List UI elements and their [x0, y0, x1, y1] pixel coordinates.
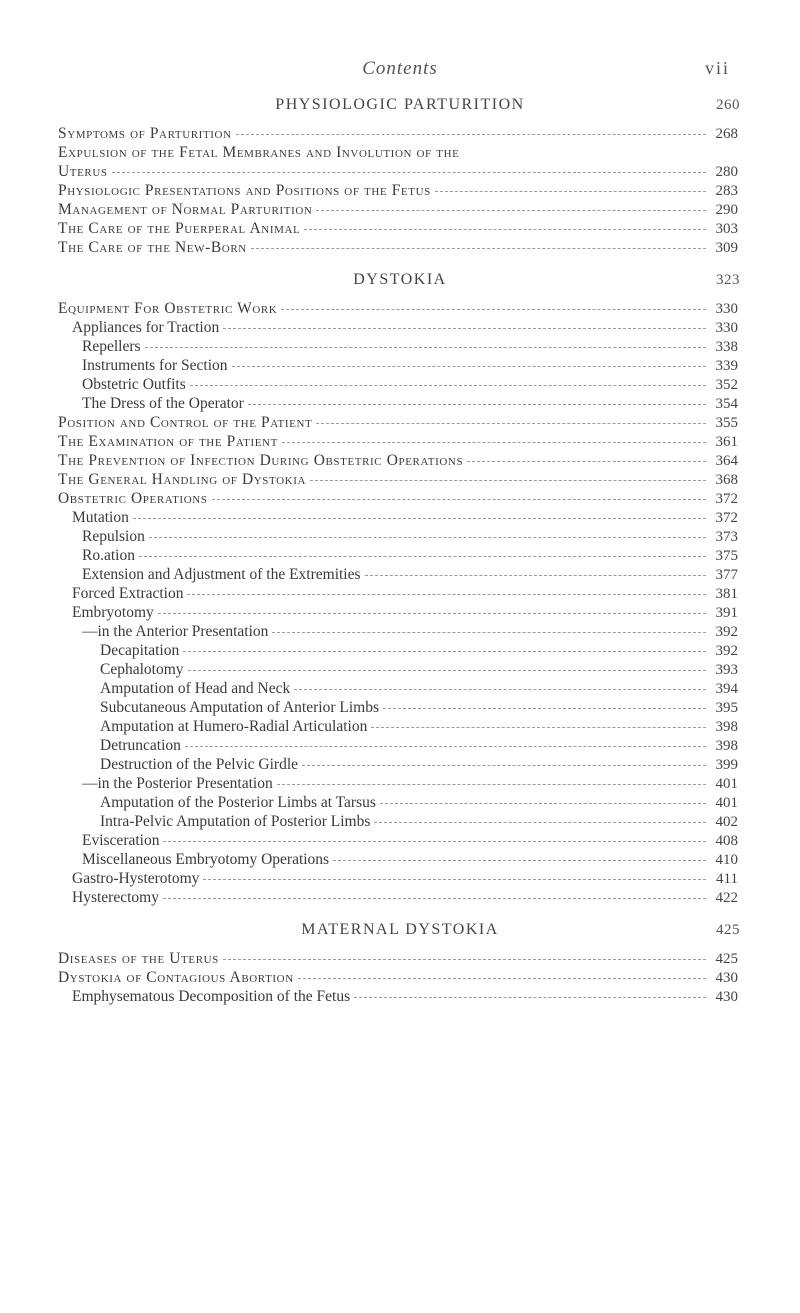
- entry-page-number: 283: [715, 183, 738, 199]
- section-title: MATERNAL DYSTOKIA: [301, 921, 499, 938]
- entry-page-number: 394: [715, 681, 738, 697]
- entry-page-number: 368: [715, 472, 738, 488]
- page-number: vii: [704, 58, 730, 78]
- entry-page-number: 399: [715, 757, 738, 773]
- entry-page-number: 377: [715, 567, 738, 583]
- entry-title: Position and Control of the Patient: [58, 414, 313, 431]
- entry-title: Repellers: [82, 338, 141, 355]
- entry-title: The Dress of the Operator: [82, 395, 244, 412]
- toc-entry: [0, 641, 800, 660]
- dot-leader: [294, 689, 706, 690]
- entry-title: Management of Normal Parturition: [58, 201, 313, 218]
- toc-entry: [0, 143, 800, 162]
- toc-entry: [0, 162, 800, 181]
- entry-page-number: 422: [715, 890, 738, 906]
- section-page-number: 323: [716, 272, 740, 288]
- entry-page-number: 398: [715, 719, 738, 735]
- entry-title: The Care of the New-Born: [58, 239, 247, 256]
- entry-title: Hysterectomy: [72, 889, 159, 906]
- dot-leader: [163, 898, 706, 899]
- toc-entry: [0, 869, 800, 888]
- entry-page-number: 338: [715, 339, 738, 355]
- dot-leader: [298, 978, 706, 979]
- entry-title: Uterus: [58, 163, 108, 180]
- dot-leader: [310, 480, 706, 481]
- entry-title: Amputation at Humero-Radial Articulation: [100, 718, 368, 735]
- entry-page-number: 352: [715, 377, 738, 393]
- entry-page-number: 364: [715, 453, 738, 469]
- entry-title: Symptoms of Parturition: [58, 125, 232, 142]
- entry-title: Emphysematous Decomposition of the Fetus: [72, 988, 351, 1005]
- toc-entry: [0, 831, 800, 850]
- section-heading: [0, 265, 800, 295]
- dot-leader: [139, 556, 706, 557]
- entry-title: Cephalotomy: [100, 661, 184, 678]
- entry-page-number: 392: [715, 643, 738, 659]
- dot-leader: [190, 385, 706, 386]
- toc-section: [0, 915, 800, 1006]
- toc-entry: [0, 793, 800, 812]
- running-head: [0, 58, 800, 82]
- dot-leader: [187, 594, 706, 595]
- entry-page-number: 290: [715, 202, 738, 218]
- entry-page-number: 303: [715, 221, 738, 237]
- toc-entry: [0, 432, 800, 451]
- dot-leader: [371, 727, 706, 728]
- toc-entry: [0, 968, 800, 987]
- dot-leader: [304, 229, 706, 230]
- entry-page-number: 402: [715, 814, 738, 830]
- entry-title: The Prevention of Infection During Obstetric Operations: [58, 452, 464, 469]
- dot-leader: [302, 765, 706, 766]
- running-title: Contents: [362, 58, 438, 79]
- dot-leader: [435, 191, 706, 192]
- toc-entry: [0, 546, 800, 565]
- toc-entry: [0, 200, 800, 219]
- entry-page-number: 375: [715, 548, 738, 564]
- toc-entry: [0, 603, 800, 622]
- dot-leader: [251, 248, 706, 249]
- toc-section: [0, 90, 800, 257]
- toc-entry: [0, 565, 800, 584]
- entry-page-number: 268: [715, 126, 738, 142]
- toc-entry: [0, 451, 800, 470]
- entry-page-number: 408: [715, 833, 738, 849]
- entry-title: Miscellaneous Embryotomy Operations: [82, 851, 330, 868]
- entry-page-number: 280: [715, 164, 738, 180]
- dot-leader: [183, 651, 706, 652]
- entry-list: [0, 124, 800, 257]
- dot-leader: [277, 784, 706, 785]
- entry-page-number: 372: [715, 491, 738, 507]
- entry-page-number: 372: [715, 510, 738, 526]
- entry-title: Repulsion: [82, 528, 145, 545]
- dot-leader: [232, 366, 706, 367]
- entry-page-number: 430: [715, 970, 738, 986]
- toc-section: [0, 265, 800, 907]
- toc-entry: [0, 679, 800, 698]
- entry-page-number: 391: [715, 605, 738, 621]
- toc-entry: [0, 181, 800, 200]
- entry-title: Destruction of the Pelvic Girdle: [100, 756, 299, 773]
- dot-leader: [374, 822, 706, 823]
- toc-entry: [0, 755, 800, 774]
- dot-leader: [467, 461, 706, 462]
- entry-list: [0, 299, 800, 907]
- dot-leader: [272, 632, 706, 633]
- entry-title: Subcutaneous Amputation of Anterior Limbs: [100, 699, 379, 716]
- dot-leader: [365, 575, 706, 576]
- entry-title: Obstetric Operations: [58, 490, 208, 507]
- dot-leader: [112, 172, 706, 173]
- dot-leader: [236, 134, 706, 135]
- entry-page-number: 392: [715, 624, 738, 640]
- entry-page-number: 354: [715, 396, 738, 412]
- toc-entry: [0, 774, 800, 793]
- entry-title: Mutation: [72, 509, 129, 526]
- toc-entry: [0, 375, 800, 394]
- toc-entry: [0, 489, 800, 508]
- table-of-contents: [0, 90, 800, 1014]
- entry-title: Evisceration: [82, 832, 160, 849]
- entry-title: Instruments for Section: [82, 357, 228, 374]
- toc-entry: [0, 527, 800, 546]
- toc-entry: [0, 413, 800, 432]
- toc-entry: [0, 888, 800, 907]
- toc-entry: [0, 698, 800, 717]
- toc-entry: [0, 660, 800, 679]
- entry-title: —in the Posterior Presentation: [82, 775, 273, 792]
- toc-entry: [0, 717, 800, 736]
- entry-title: The Care of the Puerperal Animal: [58, 220, 301, 237]
- toc-entry: [0, 584, 800, 603]
- toc-entry: [0, 736, 800, 755]
- dot-leader: [133, 518, 706, 519]
- entry-title: Expulsion of the Fetal Membranes and Involution of the: [58, 144, 460, 161]
- section-heading: [0, 90, 800, 120]
- entry-title: Obstetric Outfits: [82, 376, 186, 393]
- toc-entry: [0, 238, 800, 257]
- entry-page-number: 395: [715, 700, 738, 716]
- dot-leader: [223, 959, 706, 960]
- entry-page-number: 411: [716, 871, 738, 887]
- entry-title: Appliances for Traction: [72, 319, 220, 336]
- toc-entry: [0, 470, 800, 489]
- entry-title: Physiologic Presentations and Positions of the Fetus: [58, 182, 431, 199]
- entry-title: Gastro-Hysterotomy: [72, 870, 200, 887]
- toc-entry: [0, 394, 800, 413]
- entry-page-number: 361: [715, 434, 738, 450]
- toc-entry: [0, 508, 800, 527]
- entry-page-number: 330: [715, 320, 738, 336]
- entry-page-number: 330: [715, 301, 738, 317]
- entry-title: Embryotomy: [72, 604, 154, 621]
- entry-title: Diseases of the Uterus: [58, 950, 219, 967]
- entry-page-number: 410: [715, 852, 738, 868]
- dot-leader: [158, 613, 706, 614]
- entry-title: Intra-Pelvic Amputation of Posterior Limbs: [100, 813, 371, 830]
- toc-entry: [0, 987, 800, 1006]
- section-title: PHYSIOLOGIC PARTURITION: [275, 96, 525, 113]
- toc-entry: [0, 219, 800, 238]
- toc-entry: [0, 622, 800, 641]
- section-page-number: 425: [716, 922, 740, 938]
- entry-title: —in the Anterior Presentation: [82, 623, 269, 640]
- entry-title: Extension and Adjustment of the Extremities: [82, 566, 361, 583]
- dot-leader: [212, 499, 707, 500]
- entry-page-number: 401: [715, 776, 738, 792]
- dot-leader: [149, 537, 706, 538]
- toc-entry: [0, 337, 800, 356]
- entry-page-number: 373: [715, 529, 738, 545]
- dot-leader: [282, 442, 706, 443]
- entry-title: The Examination of the Patient: [58, 433, 278, 450]
- dot-leader: [333, 860, 706, 861]
- entry-page-number: 393: [715, 662, 738, 678]
- dot-leader: [354, 997, 706, 998]
- toc-entry: [0, 949, 800, 968]
- toc-entry: [0, 850, 800, 869]
- toc-entry: [0, 318, 800, 337]
- section-title: DYSTOKIA: [353, 271, 447, 288]
- entry-page-number: 425: [715, 951, 738, 967]
- entry-title: Amputation of Head and Neck: [100, 680, 291, 697]
- entry-page-number: 398: [715, 738, 738, 754]
- dot-leader: [316, 210, 706, 211]
- dot-leader: [248, 404, 706, 405]
- dot-leader: [185, 746, 706, 747]
- dot-leader: [145, 347, 706, 348]
- dot-leader: [203, 879, 706, 880]
- entry-page-number: 355: [715, 415, 738, 431]
- entry-title: Forced Extraction: [72, 585, 184, 602]
- entry-title: Ro.ation: [82, 547, 135, 564]
- entry-title: Amputation of the Posterior Limbs at Tarsus: [100, 794, 376, 811]
- entry-page-number: 401: [715, 795, 738, 811]
- entry-page-number: 381: [715, 586, 738, 602]
- dot-leader: [223, 328, 706, 329]
- dot-leader: [380, 803, 706, 804]
- section-page-number: 260: [716, 97, 740, 113]
- toc-entry: [0, 812, 800, 831]
- entry-page-number: 430: [715, 989, 738, 1005]
- dot-leader: [188, 670, 706, 671]
- dot-leader: [316, 423, 706, 424]
- entry-page-number: 339: [715, 358, 738, 374]
- entry-title: Decapitation: [100, 642, 180, 659]
- dot-leader: [163, 841, 706, 842]
- section-heading: [0, 915, 800, 945]
- dot-leader: [383, 708, 706, 709]
- entry-title: The General Handling of Dystokia: [58, 471, 307, 488]
- toc-entry: [0, 124, 800, 143]
- entry-title: Equipment For Obstetric Work: [58, 300, 278, 317]
- entry-title: Detruncation: [100, 737, 181, 754]
- toc-entry: [0, 356, 800, 375]
- entry-page-number: 309: [715, 240, 738, 256]
- entry-title: Dystokia of Contagious Abortion: [58, 969, 294, 986]
- entry-list: [0, 949, 800, 1006]
- dot-leader: [281, 309, 706, 310]
- toc-entry: [0, 299, 800, 318]
